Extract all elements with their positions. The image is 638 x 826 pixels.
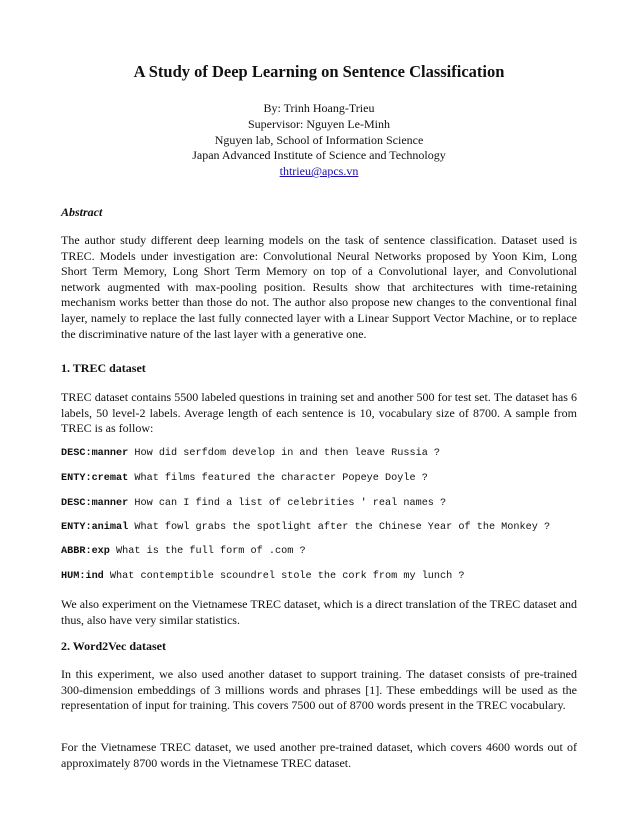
institute-line: Japan Advanced Institute of Science and Technology: [192, 148, 446, 163]
abstract-text: The author study different deep learning models on the task of sentence classification. Dataset used is TREC. Models under investigation are: Convolutional Neural Networks proposed by Yoon Kim, Long Short Term Memory, Long Short Term Memory on top of a Convolutional layer, and Convolutional network augmented with max-pooling position. Results show that architectures with time-retaining mechanism works better than those do not. The author also propose new changes to the conventional final layer, namely to replace the last fully connected layer with a Linear Support Vector Machine, or to replace the discriminative nature of the last layer with a generative one.: [61, 233, 577, 341]
trec-sample-2: [61, 473, 428, 484]
trec-sample-3: [61, 498, 446, 509]
email-link[interactable]: thtrieu@apcs.vn: [279, 164, 359, 179]
trec-sample-5: [61, 546, 306, 557]
author-line: By: Trinh Hoang-Trieu: [263, 101, 375, 115]
section-1-outro: We also experiment on the Vietnamese TREC dataset, which is a direct translation of the TREC dataset and thus, also have very similar statistics.: [61, 597, 577, 627]
trec-sample-6: [61, 571, 465, 582]
sample-text: How can I find a list of celebrities ' real names ?: [128, 498, 447, 509]
sample-text: What films featured the character Popeye Doyle ?: [128, 473, 428, 484]
sample-label: ENTY:animal: [61, 522, 129, 533]
sample-label: HUM:ind: [61, 571, 104, 582]
section-1-intro: TREC dataset contains 5500 labeled questions in training set and another 500 for test set. The dataset has 6 labels, 50 level-2 labels. Average length of each sentence is 10, vocabulary size of 8700. A sample from TREC is as follow:: [61, 390, 577, 436]
sample-label: DESC:manner: [61, 448, 129, 459]
supervisor-line: Supervisor: Nguyen Le-Minh: [248, 116, 390, 131]
sample-label: ABBR:exp: [61, 546, 110, 557]
author-block: [0, 101, 638, 180]
lab-line: Nguyen lab, School of Information Science: [214, 132, 424, 147]
section-2-paragraph-2: For the Vietnamese TREC dataset, we used another pre-trained dataset, which covers 4600 words out of approximately 8700 words in the Vietnamese TREC dataset.: [61, 740, 577, 770]
sample-label: DESC:manner: [61, 498, 129, 509]
sample-text: What contemptible scoundrel stole the cork from my lunch ?: [103, 571, 465, 582]
trec-sample-1: [61, 448, 440, 459]
paper-title: A Study of Deep Learning on Sentence Classification: [133, 62, 505, 81]
abstract-heading: Abstract: [61, 205, 103, 219]
sample-label: ENTY:cremat: [61, 473, 129, 484]
sample-text: What is the full form of .com ?: [109, 546, 306, 557]
section-2-paragraph-1: In this experiment, we also used another dataset to support training. The dataset consists of pre-trained 300-dimension embeddings of 3 millions words and phrases [1]. These embeddings will be used as the representation of input for training. This covers 7500 out of 8700 words present in the TREC vocabulary.: [61, 667, 577, 713]
section-1-heading: 1. TREC dataset: [61, 361, 146, 375]
sample-text: What fowl grabs the spotlight after the Chinese Year of the Monkey ?: [128, 522, 551, 533]
trec-sample-4: [61, 522, 550, 533]
section-2-heading: 2. Word2Vec dataset: [61, 639, 166, 653]
sample-text: How did serfdom develop in and then leave Russia ?: [128, 448, 441, 459]
